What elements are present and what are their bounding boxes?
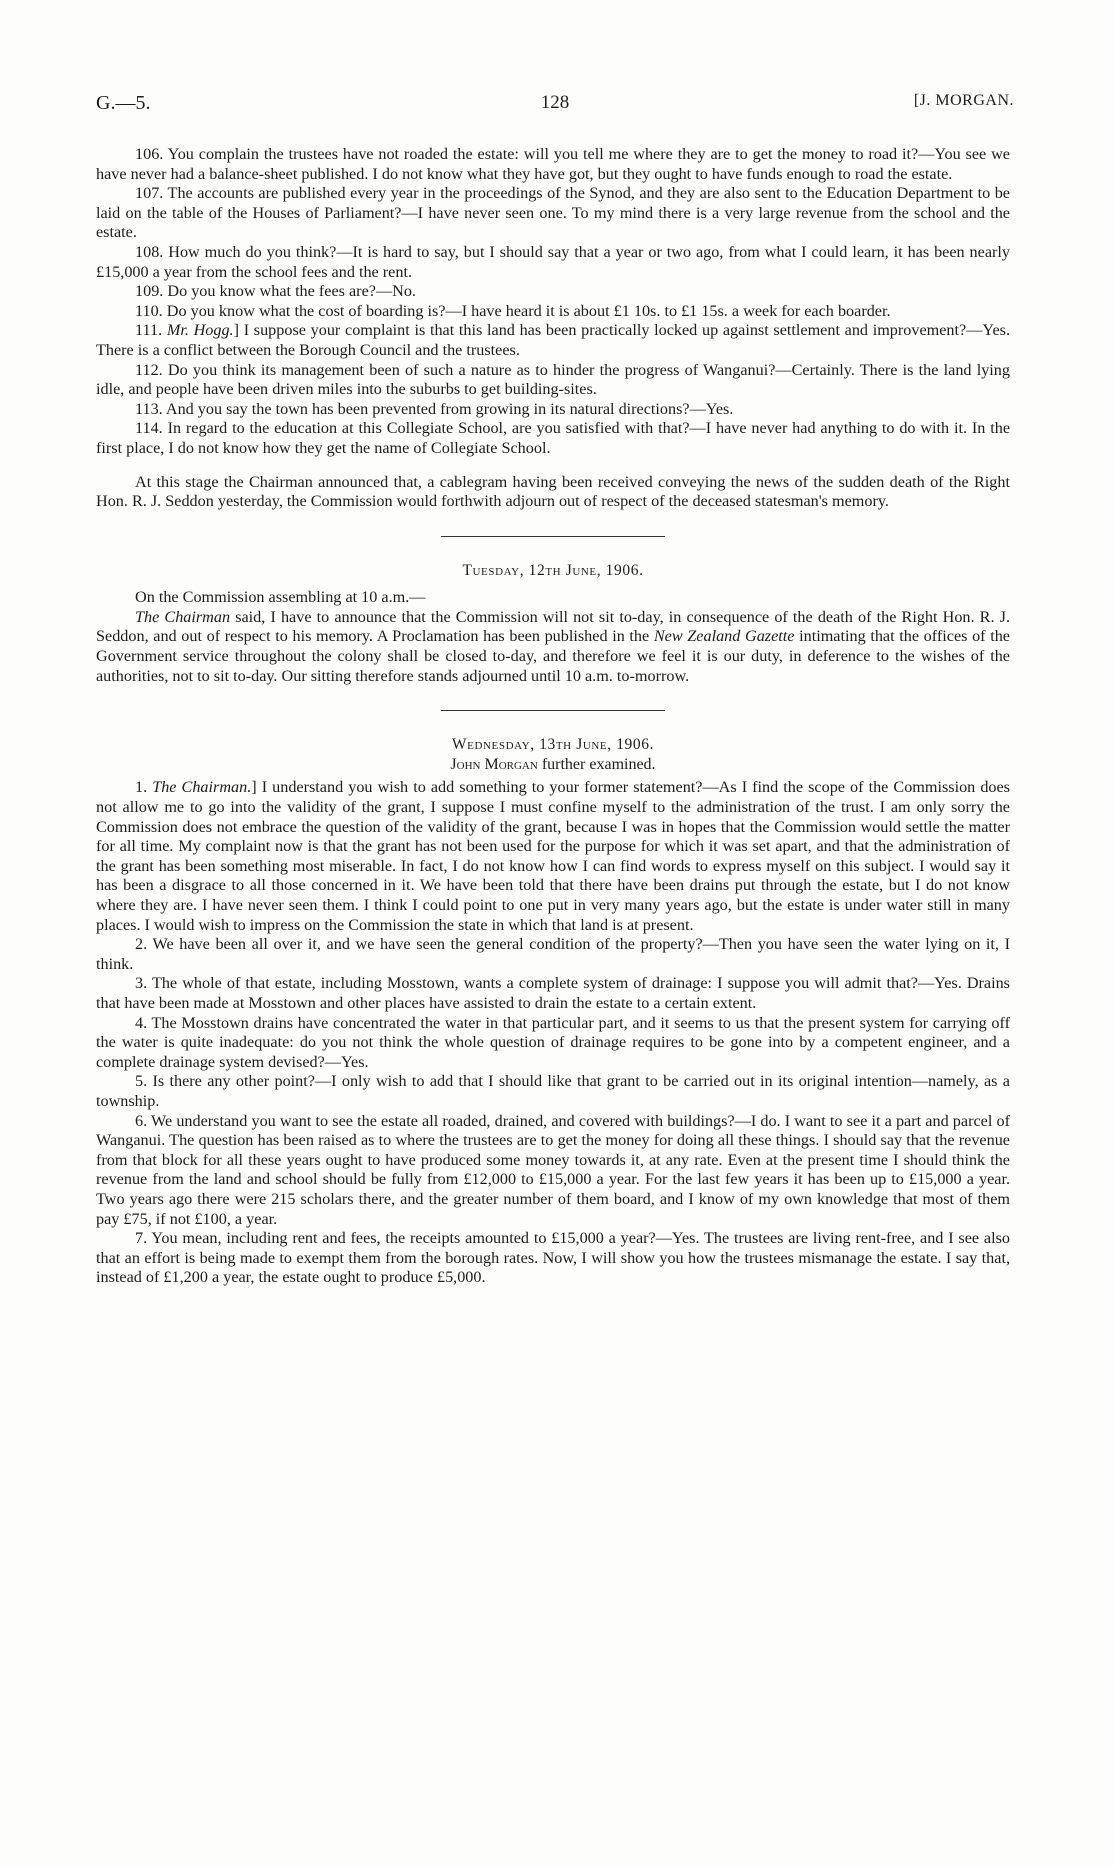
question-112: 112. Do you think its management been of such a nature as to hinder the progress of Wanganui?—Certainly. There is the land lying idle, and people have been driven miles into the suburbs to get building-sites. [96, 360, 1010, 399]
adjournment-notice: At this stage the Chairman announced that, a cablegram having been received conveying the news of the sudden death of the Right Hon. R. J. Seddon yesterday, the Commission would forthwith adjourn out of respect of the deceased statesman's memory. [96, 472, 1010, 511]
speaker-name: The Chairman [135, 607, 231, 626]
question-7: 7. You mean, including rent and fees, the receipts amounted to £15,000 a year?—Yes. The trustees are living rent-free, and I see also that an effort is being made to exempt them from the borough rates. Now, I will show you how the trustees mismanage the estate. I say that, instead of £1,200 a year, the estate ought to produce £5,000. [96, 1229, 1010, 1287]
question-111 [96, 321, 1010, 360]
question-114: 114. In regard to the education at this Collegiate School, are you satisfied with that?—I have never had anything to do with it. In the first place, I do not know how they get the name of Collegiate School. [96, 419, 1010, 457]
question-106: 106. You complain the trustees have not roaded the estate: will you tell me where they are to get the money to road it?—You see we have never had a balance-sheet published. I do not know what they have got, but they ought to have funds enough to road the estate. [96, 145, 1010, 183]
report-reference: G.—5. [96, 92, 151, 114]
question-6: 6. We understand you want to see the estate all roaded, drained, and covered with buildings?—I do. I want to see it a part and parcel of Wanganui. The question has been raised as to where the trustees are to get the money for doing all these things. I should say that the revenue from that block for all these years ought to have produced some money towards it, at any rate. Even at the present time I should think the revenue from the land and school should be fully from £12,000 to £15,000 a year. For the last few years it has been up to £15,000 a year. Two years ago there were 215 scholars there, and the greater number of them board, and I know of my own knowledge that most of them pay £75, if not £100, a year. [96, 1111, 1010, 1228]
question-1 [96, 778, 1010, 935]
speaker-name: The Chairman. [152, 778, 252, 797]
assembling-line: On the Commission assembling at 10 a.m.— [135, 588, 426, 607]
page-number: 128 [540, 92, 570, 113]
page-body [96, 145, 1010, 1288]
witness-heading [96, 755, 1010, 775]
witness-running-head: [J. MORGAN. [913, 92, 1014, 109]
witness-heading-rest: further examined. [537, 755, 656, 773]
question-text: ] I understand you wish to add something to your former statement?—As I find the scope of the Commission does not allow me to go into the validity of the grant, I suppose I must confine myself to the administration of the trust. I am only sorry the Commission does not embrace the question of the validity of the grant, because I was in hopes that the Commission would settle the matter for all time. My complaint now is that the grant has not been used for the purpose for which it was set apart, and that the administration of the grant has been something most miserable. In fact, I do not know how I can find words to express myself on this subject. I would say it has been a disgrace to all those concerned in it. We have been told that there have been drains put through the estate, but I do not know where they are. I have never seen them. I think I could point to one put in very many years ago, but the estate is under water still in many places. I would wish to impress on the Commission the state in which that land is at present. [96, 778, 1010, 934]
question-5: 5. Is there any other point?—I only wish to add that I should like that grant to be carried out in its original intention—namely, as a township. [96, 1072, 1010, 1110]
page-header [96, 92, 1014, 122]
session-date-wednesday: Wednesday, 13th June, 1906. [451, 736, 655, 754]
question-3: 3. The whole of that estate, including Mosstown, wants a complete system of drainage: I suppose you will admit that?—Yes. Drains that have been made at Mosstown and other places have assisted to drain the estate to a certain extent. [96, 974, 1010, 1012]
question-108: 108. How much do you think?—It is hard to say, but I should say that a year or two ago, from what I could learn, it has been nearly £15,000 a year from the school fees and the rent. [96, 242, 1010, 281]
statement-text: said, I have to announce that the Commission will not sit to-day, in consequence of the death of the Right Hon. R. J. Seddon, and out of respect to his memory. A Proclamation has been published in the [96, 607, 1010, 646]
question-113: 113. And you say the town has been prevented from growing in its natural directions?—Yes. [135, 399, 734, 418]
question-109: 109. Do you know what the fees are?—No. [135, 282, 416, 301]
witness-name: John Morgan [450, 755, 538, 773]
question-number: 111. [135, 321, 163, 340]
session-date-tuesday: Tuesday, 12th June, 1906. [462, 561, 644, 579]
question-text: ] I suppose your complaint is that this land has been practically locked up against settlement and improvement?—Yes. There is a conflict between the Borough Council and the trustees. [96, 321, 1010, 359]
question-4: 4. The Mosstown drains have concentrated the water in that particular part, and it seems to us that the present system for carrying off the water is quite inadequate: do you not think the whole question of drainage requires to be gone into by a competent engineer, and a complete drainage system devised?—Yes. [96, 1013, 1010, 1071]
chairman-statement [96, 608, 1010, 686]
question-110: 110. Do you know what the cost of boarding is?—I have heard it is about £1 10s. to £1 15s. a week for each boarder. [135, 301, 891, 320]
speaker-name: Mr. Hogg. [166, 321, 234, 340]
question-107: 107. The accounts are published every year in the proceedings of the Synod, and they are also sent to the Education Department to be laid on the table of the Houses of Parliament?—I have never seen one. To my mind there is a very large revenue from the school and the estate. [96, 184, 1010, 242]
publication-title: New Zealand Gazette [653, 627, 795, 646]
statement-text: intimating that the offices of the Government service throughout the colony shall be closed to-day, and therefore we feel it is our duty, in deference to the wishes of the authorities, not to sit to-day. Our sitting therefore stands adjourned until 10 a.m. to-morrow. [96, 627, 1010, 685]
question-2: 2. We have been all over it, and we have seen the general condition of the property?—Then you have seen the water lying on it, I think. [96, 935, 1010, 973]
question-number: 1. [135, 778, 153, 797]
